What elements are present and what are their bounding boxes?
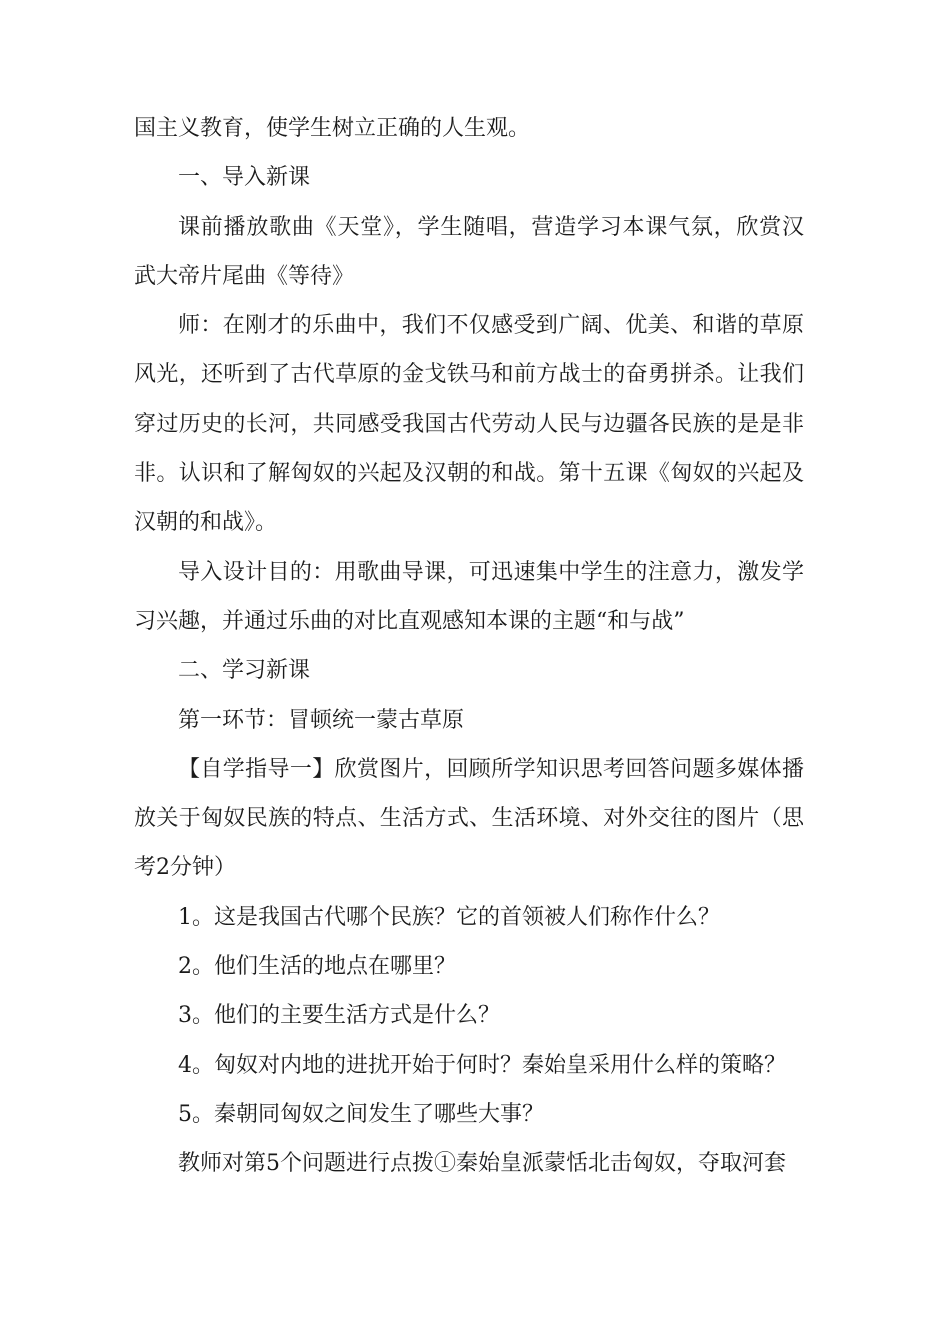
paragraph-song-intro: 课前播放歌曲《天堂》，学生随唱，营造学习本课气氛，欣赏汉武大帝片尾曲《等待》 [134, 214, 804, 289]
section-heading-intro: 一、导入新课 [178, 165, 311, 191]
paragraph-self-study-guide: 【自学指导一】欣赏图片，回顾所学知识思考回答问题多媒体播放关于匈奴民族的特点、生活方式、生活环境、对外交往的图片（思考2分钟） [134, 756, 804, 881]
question-4: 4。匈奴对内地的进扰开始于何时？秦始皇采用什么样的策略？ [178, 1052, 786, 1078]
paragraph-continuation: 国主义教育，使学生树立正确的人生观。 [134, 116, 531, 141]
question-2: 2。他们生活的地点在哪里？ [178, 954, 456, 980]
question-3: 3。他们的主要生活方式是什么？ [178, 1003, 500, 1029]
question-5: 5。秦朝同匈奴之间发生了哪些大事？ [178, 1101, 544, 1127]
paragraph-design-purpose: 导入设计目的：用歌曲导课，可迅速集中学生的注意力，激发学习兴趣，并通过乐曲的对比直观感知本课的主题“和与战” [134, 559, 804, 634]
paragraph-teacher-guidance: 教师对第5个问题进行点拨①秦始皇派蒙恬北击匈奴，夺取河套 [178, 1151, 786, 1177]
document-body [134, 104, 804, 1189]
paragraph-teacher-speech: 师：在刚才的乐曲中，我们不仅感受到广阔、优美、和谐的草原风光，还听到了古代草原的金戈铁马和前方战士的奋勇拼杀。让我们穿过历史的长河，共同感受我国古代劳动人民与边疆各民族的是是非非。认识和了解匈奴的兴起及汉朝的和战。第十五课《匈奴的兴起及汉朝的和战》。 [134, 313, 804, 536]
question-1: 1。这是我国古代哪个民族？它的首领被人们称作什么？ [178, 904, 720, 930]
subsection-heading-first-stage: 第一环节：冒顿统一蒙古草原 [178, 707, 465, 733]
section-heading-new-lesson: 二、学习新课 [178, 658, 311, 684]
